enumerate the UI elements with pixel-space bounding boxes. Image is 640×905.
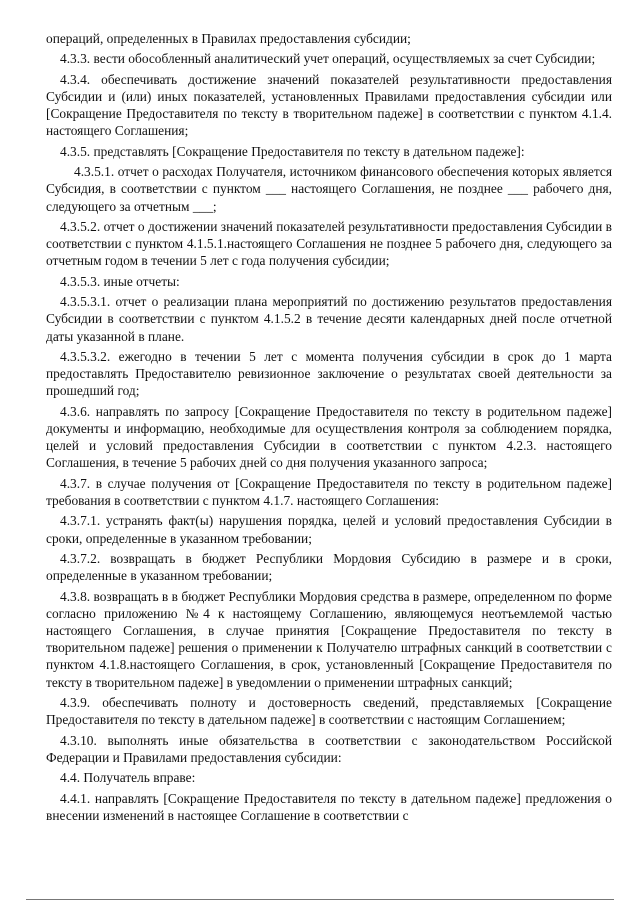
paragraph-4-3-5-3-2: 4.3.5.3.2. ежегодно в течении 5 лет с момента получения субсидии в срок до 1 марта предоставлять Предоставителю ревизионное заключение о результатах своей деятельности за прошедший год; [46,348,612,399]
paragraph-4-3-9: 4.3.9. обеспечивать полноту и достоверность сведений, представляемых [Сокращение Предоставителя по тексту в дательном падеже] в соответствии с настоящим Соглашением; [46,694,612,728]
paragraph-4-3-10: 4.3.10. выполнять иные обязательства в соответствии с законодательством Российской Федерации и Правилами предоставления субсидии: [46,732,612,765]
paragraph-4-3-6: 4.3.6. направлять по запросу [Сокращение Предоставителя по тексту в родительном падеже] документы и информацию, необходимые для осуществления контроля за соблюдением порядка, целей и условий предоставления Субсидии в соответствии с пунктом 4.2.3. настоящего Соглашения, в течение 5 рабочих дней со дня получения указанного запроса; [46,403,612,471]
paragraph-4-3-7-1: 4.3.7.1. устранять факт(ы) нарушения порядка, целей и условий предоставления Субсидии в сроки, определенные в указанном требовании; [46,513,612,546]
paragraph-4-3-7: 4.3.7. в случае получения от [Сокращение Предоставителя по тексту в родительном падеже] требования в соответствии с пунктом 4.1.7. настоящего Соглашения: [46,475,612,508]
paragraph-continuation: операций, определенных в Правилах предоставления субсидии; [46,31,411,46]
paragraph-4-3-7-2: 4.3.7.2. возвращать в бюджет Республики Мордовия Субсидию в размере и в сроки, определенные в указанном требовании; [46,550,612,584]
paragraph-4-4-1: 4.4.1. направлять [Сокращение Предоставителя по тексту в дательном падеже] предложения о внесении изменений в настоящее Соглашение в соответствии с [46,790,612,823]
paragraph-4-3-8: 4.3.8. возвращать в в бюджет Республики Мордовия средства в размере, определенном по форме согласно приложению №4 к настоящему Соглашению, являющемуся неотъемлемой частью настоящего Соглашения, в случае принятия [Сокращение Предоставителя по тексту в творительном падеже] решения о применении к Получателю штрафных санкций в соответствии с пунктом 4.1.8.настоящего Соглашения, в срок, установленный [Сокращение Предоставителя по тексту в творительном падеже] в уведомлении о применении штрафных санкций; [46,588,612,690]
paragraph-4-3-5-1: 4.3.5.1. отчет о расходах Получателя, источником финансового обеспечения которых является Субсидия, в соответствии с пунктом ___ настоящего Соглашения, не позднее ___ рабочего дня, следующего за отчетным ___; [46,164,612,214]
paragraph-4-3-3: 4.3.3. вести обособленный аналитический учет операций, осуществляемых за счет Субсидии; [60,51,596,67]
paragraph-4-3-5-3: 4.3.5.3. иные отчеты: [60,273,180,289]
paragraph-4-3-5-2: 4.3.5.2. отчет о достижении значений показателей результативности предоставления Субсидии в соответствии с пунктом 4.1.5.1.настоящего Соглашения не позднее 5 рабочего дня, следующего за отчетным годом в течении 5 лет с года получения субсидии; [46,218,612,269]
page-bottom-rule [26,899,614,900]
paragraph-4-4: 4.4. Получатель вправе: [60,770,196,786]
paragraph-4-3-5: 4.3.5. представлять [Сокращение Предоставителя по тексту в дательном падеже]: [60,143,525,159]
paragraph-4-3-5-3-1: 4.3.5.3.1. отчет о реализации плана мероприятий по достижению результатов предоставления Субсидии в соответствии с пунктом 4.1.5.2 в течение десяти календарных дней после отчетной даты указанной в плане. [46,294,612,344]
document-page [46,30,612,827]
paragraph-4-3-4: 4.3.4. обеспечивать достижение значений показателей результативности предоставления Субсидии и (или) иных показателей, установленных Правилами предоставления субсидии или [Сокращение Предоставителя по тексту в творительном падеже] в соответствии с пунктом 4.1.4. настоящего Соглашения; [46,71,612,139]
